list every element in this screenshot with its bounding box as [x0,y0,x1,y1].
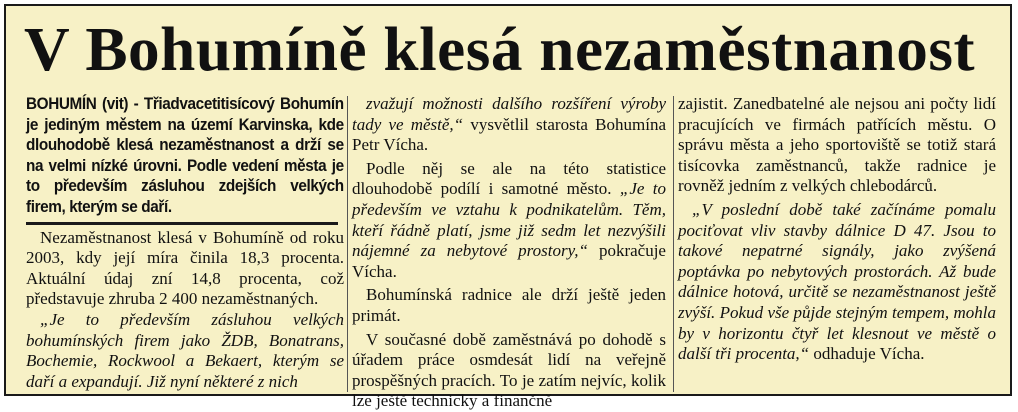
column-3 [678,94,996,365]
quote-text: „V poslední době také začínáme pomalu pociťovat vliv stavby dálnice D 47. Jsou to takové nepatrné signály, jako zvýšená poptávka po nebytových prostorách. Až bude dálnice hotová, určitě se nezaměstnanost ještě zvýší. Pokud vše půjde stejným tempem, mohla by v horizontu čtyř let klesnout ve městě o další tři procenta,“ [678,199,996,364]
column-divider [673,96,674,392]
paragraph: Bohumínská radnice ale drží ještě jeden primát. [352,285,666,325]
paragraph: Nezaměstnanost klesá v Bohumíně od roku 2003, kdy její míra činila 18,3 procenta. Aktuální údaj zní 14,8 procenta, což představuje zhruba 2 400 nezaměstnaných. [26,227,344,309]
lead-separator [26,222,338,225]
paragraph [352,94,666,156]
paragraph [352,159,666,283]
attribution-text: pokračuje Vícha. [352,241,666,281]
column-1 [26,94,344,392]
attribution-text: vysvětlil starosta Bohumína Petr Vícha. [352,114,666,155]
attribution-text: odhaduje Vícha. [809,344,925,364]
newspaper-clipping [4,4,1012,411]
quote-text: zvažují možnosti dalšího rozšíření výroby tady ve městě,“ [352,94,666,134]
paragraph [678,200,996,365]
column-divider [347,96,348,392]
quote-paragraph: „Je to především zásluhou velkých bohumínských firem jako ŽDB, Bonatrans, Bochemie, Rockwool a Bekaert, kterým se daří a expandují. Již nyní některé z nich [26,309,344,391]
lead-paragraph: BOHUMÍN (vit) - Třiadvacetitisícový Bohumín je jediným městem na území Karvinska, kde dlouhodobě klesá nezaměstnanost a drží se na velmi nízké úrovni. Podle vedení města je to především zásluhou zdejších velkých firem, kterým se daří. [26,95,344,216]
quote-text: „Je to především ve vztahu k podnikatelům. Těm, kteří řádně platí, jsme již sedm let nezvýšili nájemné za nebytové prostory,“ [352,179,667,261]
paragraph-text: Podle něj se ale na této statistice dlouhodobě podílí i samotné město. [352,158,666,199]
paragraph: zajistit. Zanedbatelné ale nejsou ani počty lidí pracujících ve firmách patřících městu. O správu města a jeho sportoviště se totiž stará tisícovka zaměstnanců, takže radnice je rovněž jedním z velkých chlebodárců. [678,94,996,196]
column-2 [352,94,666,412]
paragraph: V současné době zaměstnává po dohodě s úřadem práce osmdesát lidí na veřejně prospěšných pracích. To je zatím nejvíc, kolik lze ještě technicky a finančně [352,329,666,411]
headline: V Bohumíně klesá nezaměstnanost [24,16,976,84]
